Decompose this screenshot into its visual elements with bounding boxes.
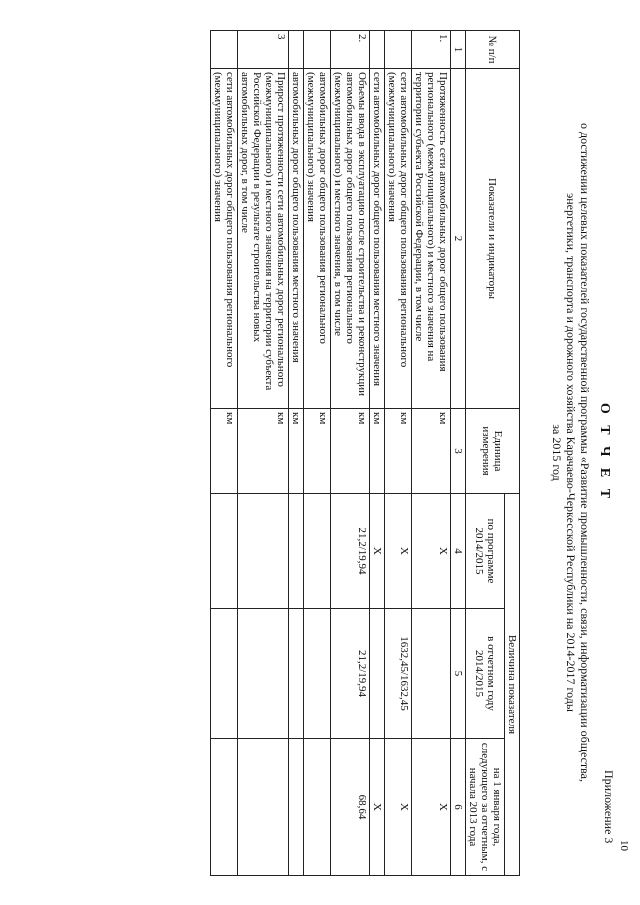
col-number: 3: [451, 409, 466, 494]
row-program: [211, 494, 238, 609]
row-num: [385, 31, 412, 69]
subtitle-line: о достижении целевых показателей государственной программы «Развитие промышленности, связи, информатизации общества,: [578, 122, 592, 783]
row-unit: км: [304, 409, 331, 494]
row-unit: км: [211, 409, 238, 494]
row-next: [238, 739, 289, 876]
row-program: Х: [370, 494, 385, 609]
row-unit: км: [385, 409, 412, 494]
table-row: [370, 31, 385, 876]
col-number: 4: [451, 494, 466, 609]
row-program: [304, 494, 331, 609]
row-reported: [370, 609, 385, 739]
table-row: [289, 31, 304, 876]
table-row: [211, 31, 238, 876]
col-number: 2: [451, 69, 466, 409]
table-row: [385, 31, 412, 876]
row-next: Х: [385, 739, 412, 876]
row-reported: [211, 609, 238, 739]
row-reported: [289, 609, 304, 739]
col-number: 1: [451, 31, 466, 69]
table-row: [238, 31, 289, 876]
row-num: [304, 31, 331, 69]
row-indicator: Объемы ввода в эксплуатацию после строительства и реконструкции автомобильных дорог общего пользования регионального (межмуниципального) и местного значения, в том числе: [331, 69, 370, 409]
subtitle-line: за 2015 год: [550, 424, 564, 481]
row-next: [304, 739, 331, 876]
row-indicator: Прирост протяженности сети автомобильных дорог регионального (межмуниципального) и местного значения на территории субъекта Российской Федерации в результате строительства новых автомобильных дорог, в том числе: [238, 69, 289, 409]
row-indicator: сети автомобильных дорог общего пользования регионального (межмуниципального) значения: [211, 69, 238, 409]
header-value-group: Величина показателя: [505, 494, 520, 876]
appendix-label: Приложение 3: [602, 770, 616, 844]
header-indicator: Показатели и индикаторы: [466, 69, 520, 409]
row-indicator: сети автомобильных дорог общего пользования местного значения: [370, 69, 385, 409]
row-program: Х: [412, 494, 451, 609]
report-subtitle: [550, 0, 592, 905]
row-num: 3: [238, 31, 289, 69]
row-next: Х: [370, 739, 385, 876]
col-number: 6: [451, 739, 466, 876]
row-num: [211, 31, 238, 69]
row-indicator: автомобильных дорог общего пользования местного значения: [289, 69, 304, 409]
row-unit: км: [412, 409, 451, 494]
row-unit: км: [370, 409, 385, 494]
row-num: 2.: [331, 31, 370, 69]
row-indicator: Протяженность сети автомобильных дорог общего пользования регионального (межмуниципального) и местного значения на территории субъекта Российской Федерации, в том числе: [412, 69, 451, 409]
row-reported: [304, 609, 331, 739]
table-row: [304, 31, 331, 876]
row-reported: [412, 609, 451, 739]
report-title: О Т Ч Е Т: [597, 402, 612, 503]
row-indicator: сети автомобильных дорог общего пользования регионального (межмуниципального) значения: [385, 69, 412, 409]
table-row: [412, 31, 451, 876]
header-num: № п/п: [466, 31, 520, 69]
row-num: [370, 31, 385, 69]
indicators-table: [210, 30, 520, 876]
row-program: [289, 494, 304, 609]
row-program: Х: [385, 494, 412, 609]
row-next: Х: [412, 739, 451, 876]
row-next: [289, 739, 304, 876]
header-next-year: на 1 января года, следующего за отчетным, с начала 2013 года: [466, 739, 505, 876]
row-program: 21,2/19,94: [331, 494, 370, 609]
header-unit: Единица измерения: [466, 409, 520, 494]
row-reported: 1632,45/1632,45: [385, 609, 412, 739]
row-unit: км: [238, 409, 289, 494]
subtitle-line: энергетики, транспорта и дорожного хозяйства Карачаево-Черкесской Республики на 2014-2017 годы: [564, 193, 578, 712]
row-indicator: автомобильных дорог общего пользования регионального (межмуниципального) значения: [304, 69, 331, 409]
row-next: [211, 739, 238, 876]
header-reported: в отчетном году 2014/2015: [466, 609, 505, 739]
page-number: 10: [618, 840, 630, 851]
header-program: по программе 2014/2015: [466, 494, 505, 609]
row-reported: [238, 609, 289, 739]
table-row: [331, 31, 370, 876]
row-program: [238, 494, 289, 609]
row-num: [289, 31, 304, 69]
row-unit: км: [331, 409, 370, 494]
col-number: 5: [451, 609, 466, 739]
row-next: 68,64: [331, 739, 370, 876]
row-num: 1.: [412, 31, 451, 69]
row-unit: км: [289, 409, 304, 494]
row-reported: 21,2/19,94: [331, 609, 370, 739]
